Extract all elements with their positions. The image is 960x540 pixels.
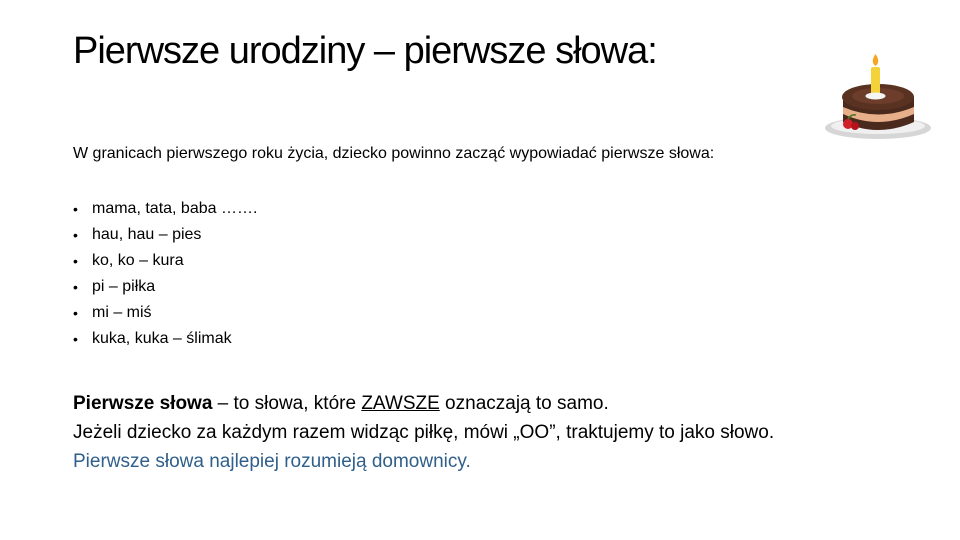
underlined-word: ZAWSZE (361, 393, 440, 414)
bullet-marker: • (73, 279, 78, 295)
list-item (73, 222, 257, 248)
intro-text: W granicach pierwszego roku życia, dziecko powinno zacząć wypowiadać pierwsze słowa: (73, 145, 715, 162)
summary-line-1 (73, 389, 774, 418)
bullet-marker: • (73, 201, 78, 217)
list-item (73, 326, 257, 352)
slide-title: Pierwsze urodziny – pierwsze słowa: (73, 30, 657, 72)
list-item-text: mi – miś (92, 304, 152, 321)
list-item-text: mama, tata, baba ……. (92, 200, 258, 217)
summary-line-2: Jeżeli dziecko za każdym razem widząc piłkę, mówi „OO”, traktujemy to jako słowo. (73, 422, 775, 443)
birthday-cake-icon (818, 52, 958, 144)
list-item-text: hau, hau – pies (92, 226, 202, 243)
bullet-marker: • (73, 227, 78, 243)
summary-block (73, 389, 774, 476)
bullet-marker: • (73, 305, 78, 321)
list-item-text: ko, ko – kura (92, 252, 184, 269)
definition-end-text: oznaczają to samo. (439, 393, 609, 414)
list-item-text: pi – piłka (92, 278, 156, 295)
list-item (73, 300, 257, 326)
list-item (73, 274, 257, 300)
bold-term: Pierwsze słowa (73, 393, 213, 414)
list-item-text: kuka, kuka – ślimak (92, 330, 232, 347)
list-item (73, 248, 257, 274)
definition-text: – to słowa, które (212, 393, 362, 414)
word-examples-list (73, 196, 257, 352)
list-item (73, 196, 257, 222)
summary-line-3: Pierwsze słowa najlepiej rozumieją domownicy. (73, 451, 471, 472)
bullet-marker: • (73, 253, 78, 269)
bullet-marker: • (73, 331, 78, 347)
